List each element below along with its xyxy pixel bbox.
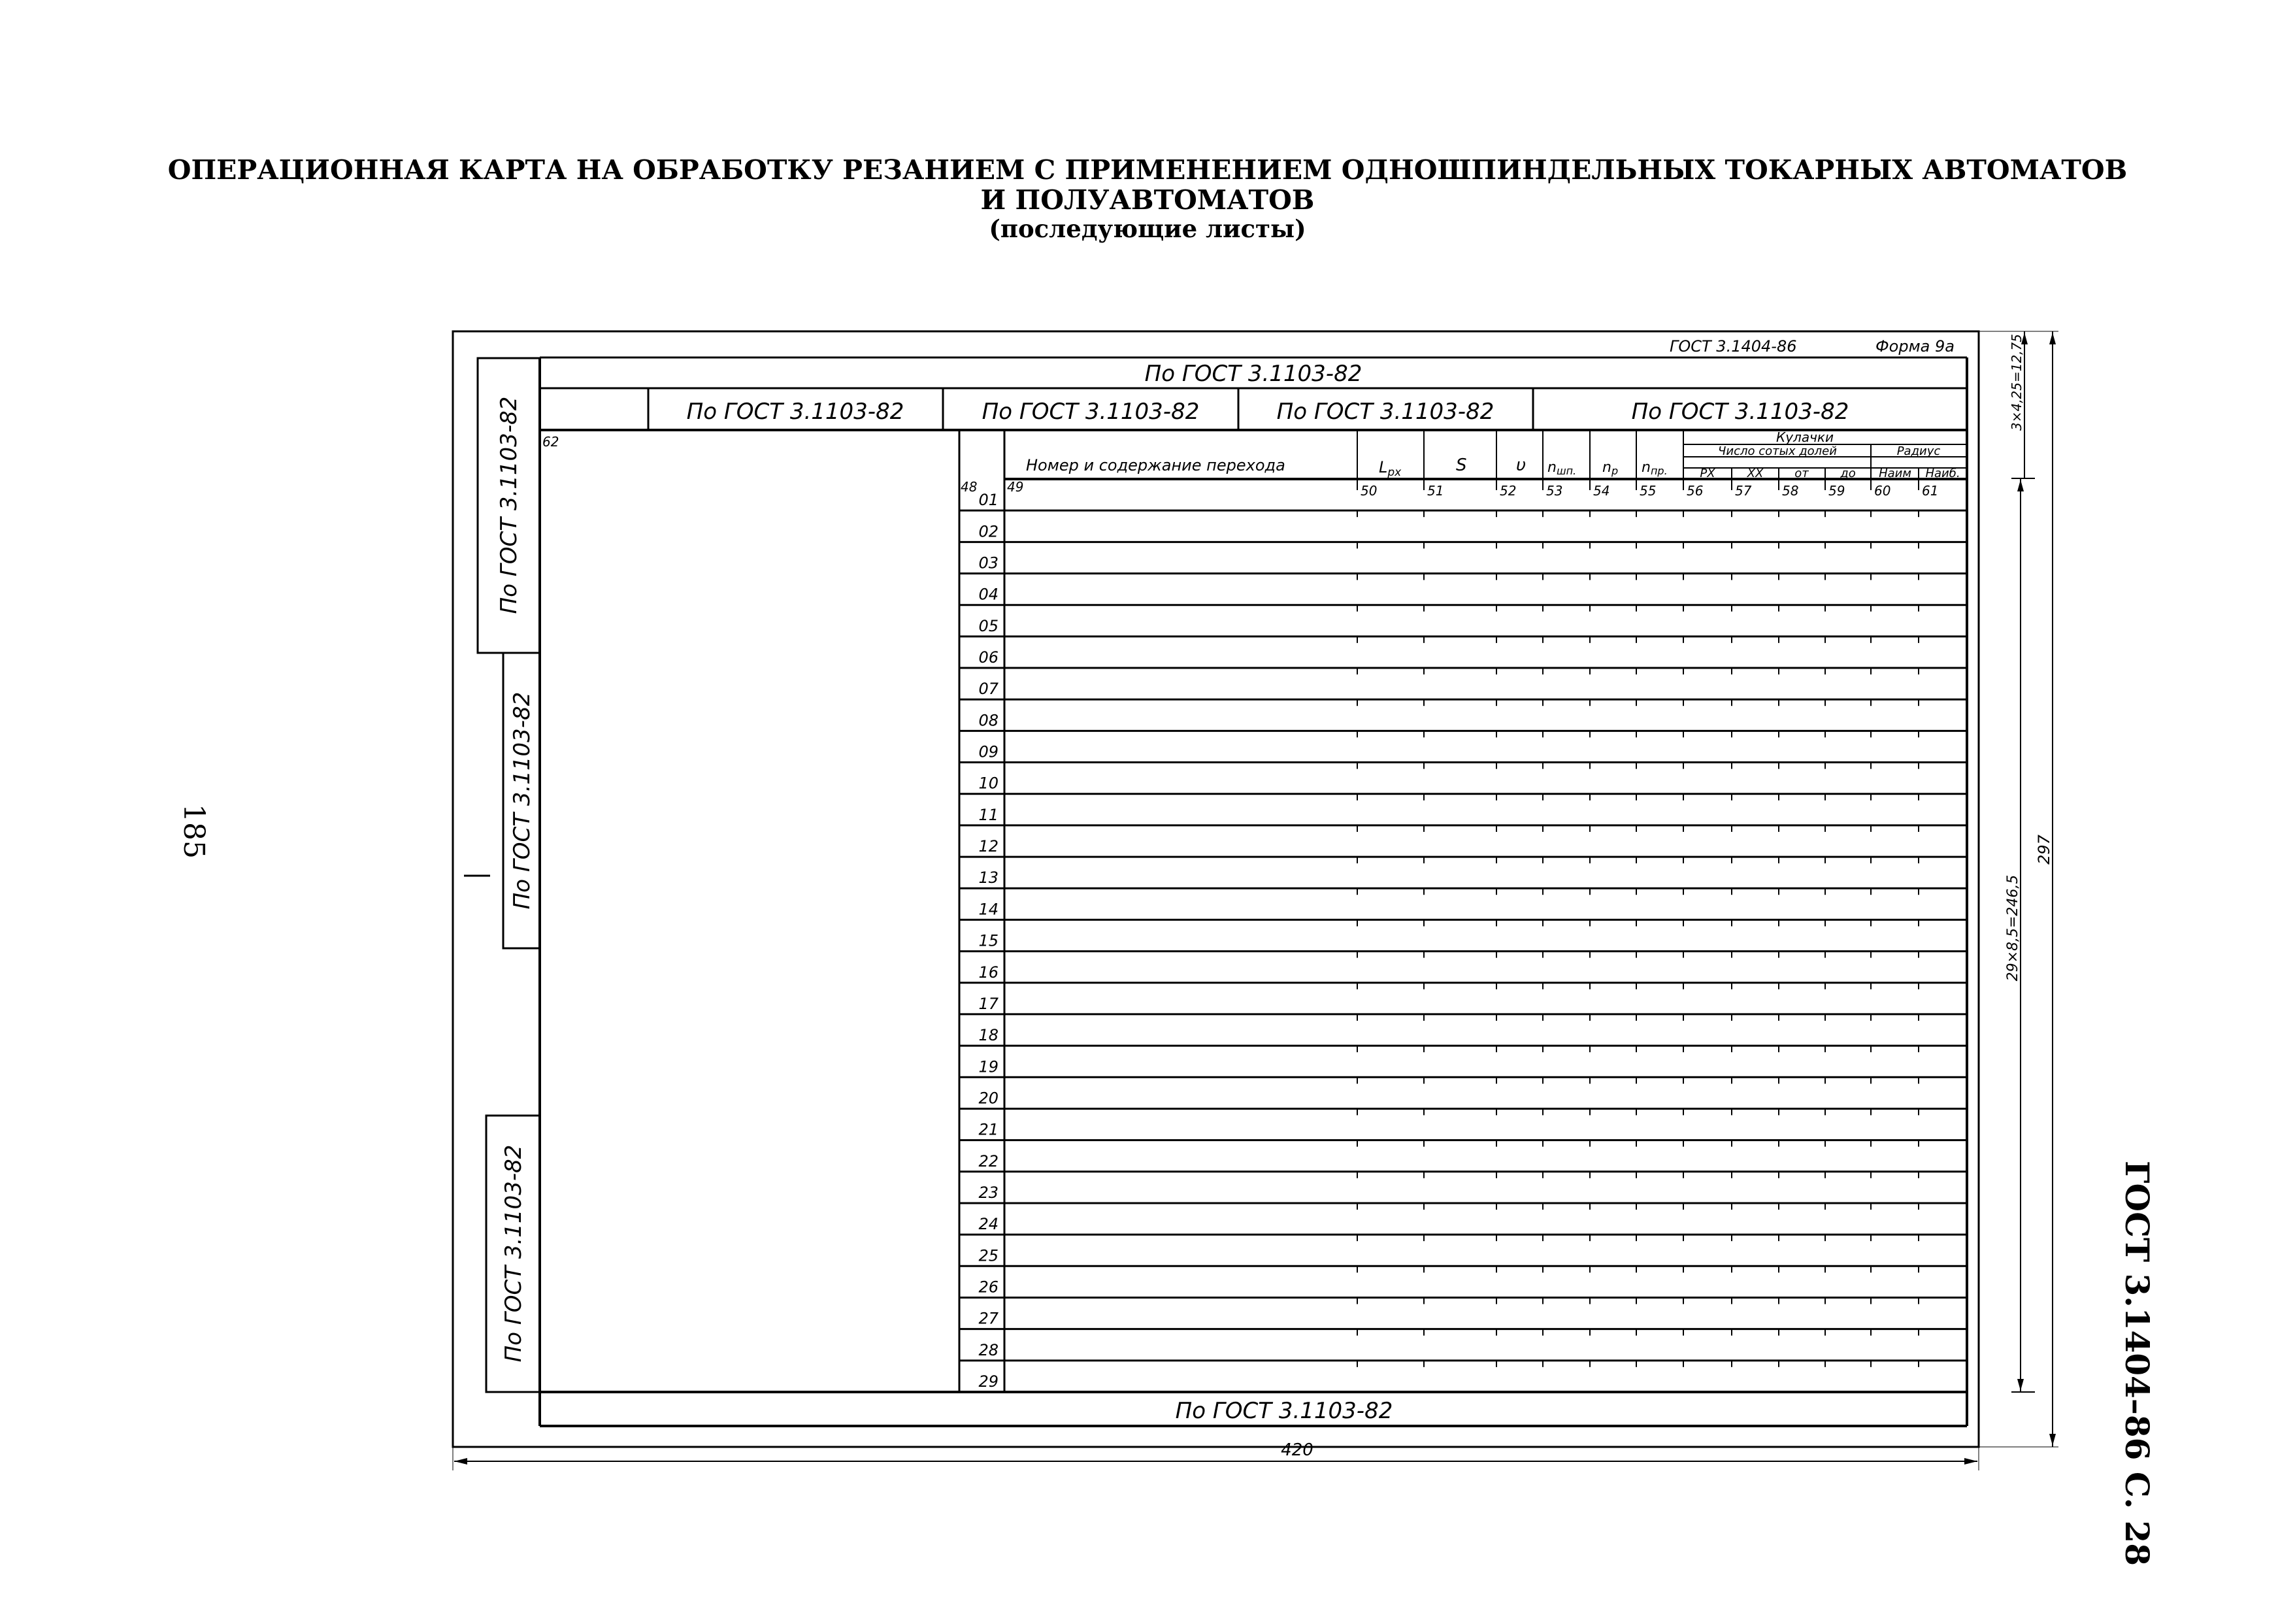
field-48-label: 48 [961, 479, 978, 495]
column-number: 52 [1500, 483, 1517, 499]
row-number: 12 [978, 837, 999, 856]
row-number: 15 [978, 931, 999, 950]
dimension-height: 297 [2035, 835, 2053, 865]
row-number: 05 [978, 616, 999, 635]
side-block-text-2: По ГОСТ 3.1103-82 [509, 691, 535, 910]
column-number: 55 [1640, 483, 1657, 499]
standard-label: ГОСТ 3.1404-86 [1670, 337, 1797, 356]
col-header-kulachki: Кулачки [1776, 429, 1834, 445]
row-number: 01 [978, 491, 999, 510]
column-number: 59 [1828, 483, 1845, 499]
col-header-xx: ХХ [1747, 467, 1764, 480]
document-title-line-2: И ПОЛУАВТОМАТОВ [980, 184, 1315, 216]
header-block-4: По ГОСТ 3.1103-82 [1631, 399, 1849, 425]
row-number: 07 [978, 680, 999, 699]
bottom-block-text: По ГОСТ 3.1103-82 [1175, 1398, 1393, 1424]
row-number: 25 [978, 1246, 999, 1265]
row-number: 06 [978, 648, 999, 667]
row-number: 26 [978, 1278, 999, 1297]
row-number: 14 [978, 900, 999, 919]
row-number: 03 [978, 554, 999, 572]
row-number: 27 [978, 1309, 999, 1328]
dimension-header: 3×4,25=12,75 [2009, 333, 2024, 431]
header-block-3: По ГОСТ 3.1103-82 [1276, 399, 1494, 425]
side-block-text-3: По ГОСТ 3.1103-82 [501, 1144, 527, 1363]
row-number: 10 [978, 774, 999, 793]
col-header-naib: Наиб. [1925, 467, 1960, 480]
row-number: 28 [978, 1340, 999, 1359]
column-number: 58 [1782, 483, 1799, 499]
column-number: 61 [1922, 483, 1939, 499]
row-number: 11 [978, 805, 999, 824]
column-number: 57 [1735, 483, 1752, 499]
side-block-text-1: По ГОСТ 3.1103-82 [496, 396, 522, 614]
row-number: 29 [978, 1372, 999, 1391]
row-number: 23 [978, 1183, 999, 1202]
col-header-do: до [1840, 467, 1856, 480]
dimension-rows: 29×8,5=246,5 [2005, 874, 2021, 982]
col-header-ot: от [1794, 467, 1809, 480]
row-number: 20 [978, 1089, 999, 1108]
column-number: 53 [1546, 483, 1563, 499]
row-number: 17 [978, 994, 999, 1013]
row-number: 04 [978, 585, 999, 604]
row-number: 22 [978, 1152, 999, 1170]
col-header-n-pr: nпр. [1642, 459, 1668, 477]
col-header-n-p: np [1602, 459, 1619, 477]
header-block-2: По ГОСТ 3.1103-82 [982, 399, 1200, 425]
row-number: 02 [978, 522, 999, 541]
col-header-lpx: $L_{px}$ [1379, 458, 1402, 479]
col-header-v: υ [1516, 456, 1527, 475]
row-number: 21 [978, 1120, 999, 1139]
col-header-naim: Наим [1879, 467, 1911, 480]
row-number: 18 [978, 1026, 999, 1045]
dimension-width: 420 [1281, 1440, 1313, 1460]
col-header-radius: Радиус [1896, 444, 1941, 458]
row-number: 24 [978, 1215, 999, 1234]
col-header-chislo: Число сотых долей [1718, 444, 1837, 458]
col-header-content: Номер и содержание перехода [1026, 456, 1285, 474]
column-number: 51 [1427, 483, 1444, 499]
row-number: 16 [978, 963, 999, 982]
document-title-line-1: ОПЕРАЦИОННАЯ КАРТА НА ОБРАБОТКУ РЕЗАНИЕМ С ПРИМЕНЕНИЕМ ОДНОШПИНДЕЛЬНЫХ ТОКАРНЫХ АВТОМАТОВ [167, 154, 2128, 186]
col-header-n-shp: nшп. [1547, 459, 1577, 477]
document-title-line-3: (последующие листы) [989, 214, 1306, 243]
header-block-1: По ГОСТ 3.1103-82 [686, 399, 904, 425]
field-62-label: 62 [542, 434, 559, 450]
column-number: 56 [1687, 483, 1704, 499]
row-number: 09 [978, 742, 999, 761]
col-header-s: S [1456, 456, 1467, 475]
col-header-px: РХ [1700, 467, 1715, 480]
side-running-header: ГОСТ 3.1404–86 С. 28 [2118, 1161, 2156, 1566]
column-number: 60 [1874, 483, 1891, 499]
form-label: Форма 9а [1875, 337, 1955, 356]
row-number: 13 [978, 869, 999, 887]
row-number: 08 [978, 711, 999, 730]
page-number: 185 [177, 804, 210, 859]
column-number: 54 [1593, 483, 1610, 499]
field-49-label: 49 [1007, 479, 1024, 495]
column-number: 50 [1361, 483, 1378, 499]
row-number: 19 [978, 1057, 999, 1076]
top-block-text: По ГОСТ 3.1103-82 [1144, 361, 1362, 387]
